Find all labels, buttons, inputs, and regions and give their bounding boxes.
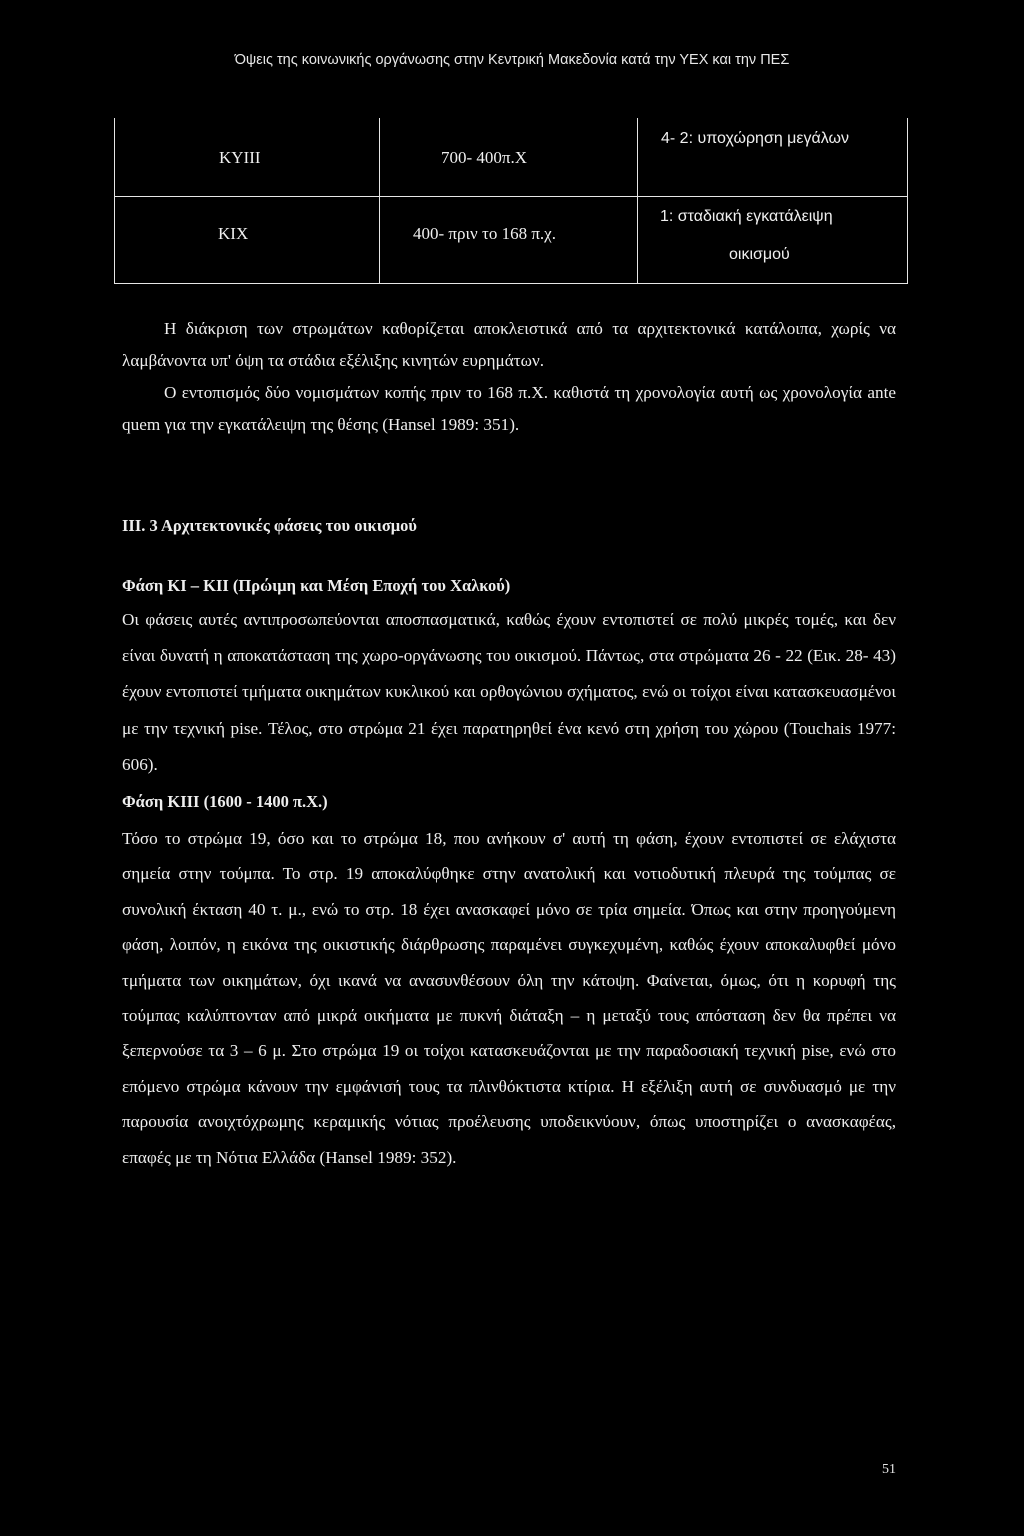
subsection-heading: Φάση ΚΙ – ΚΙΙ (Πρώιμη και Μέση Εποχή του Χαλκού) [122,576,511,595]
section-heading: ΙΙΙ. 3 Αρχιτεκτονικές φάσεις του οικισμού [122,516,417,535]
table-row-divider [115,196,907,197]
table-cell-description: 4- 2: υποχώρηση μεγάλων [661,130,850,147]
paragraph: Οι φάσεις αυτές αντιπροσωπεύονται αποσπασματικά, καθώς έχουν εντοπιστεί σε πολύ μικρές τομές, και δεν είναι δυνατή η αποκατάσταση της χωρο-οργάνωσης του οικισμού. Πάντως, στα στρώματα 26 - 22 (Εικ. 28- 43) έχουν εντοπιστεί τμήματα οικημάτων κυκλικού και ορθογώνιου σχήματος, ενώ οι τοίχοι είναι κατασκευασμένοι με την τεχνική pise. Τέλος, στο στρώμα 21 έχει παρατηρηθεί ένα κενό στη χρήση του χώρου (Touchais 1977: 606). [122,610,896,774]
table-cell-phase: ΚΙΧ [218,224,249,243]
paragraph: Ο εντοπισμός δύο νομισμάτων κοπής πριν το 168 π.Χ. καθιστά τη χρονολογία αυτή ως χρονολογία ante quem για την εγκατάλειψη της θέσης (Hansel 1989: 351). [122,383,896,434]
table-column-divider [379,118,380,283]
subsection-heading: Φάση ΚΙΙΙ (1600 - 1400 π.Χ.) [122,792,328,812]
phase-text [122,570,896,1175]
table-cell-description: οικισμού [729,246,790,263]
table-column-divider [637,118,638,283]
table-cell-phase: ΚΥΙΙΙ [219,148,261,167]
section-text [122,510,896,542]
table-cell-dating: 700- 400π.Χ [441,148,528,167]
page-number: 51 [882,1462,896,1477]
phase-table [114,118,908,284]
paragraph: Τόσο το στρώμα 19, όσο και το στρώμα 18, που ανήκουν σ' αυτή τη φάση, έχουν εντοπιστεί σε ελάχιστα σημεία στην τούμπα. Το στρ. 19 αποκαλύφθηκε στην ανατολική και νοτιοδυτική πλευρά της τούμπας σε συνολική έκταση 40 τ. μ., ενώ το στρ. 18 έχει ανασκαφεί μόνο σε τρία σημεία. Όπως και στην προηγούμενη φάση, λοιπόν, η εικόνα της οικιστικής διάρθρωσης παραμένει συγκεχυμένη, καθώς έχουν αποκαλυφθεί μόνο τμήματα των οικημάτων, όχι ικανά να ανασυνθέσουν όλη την κάτοψη. Φαίνεται, όμως, ότι η κορυφή της τούμπας καλύπτονταν από μικρά οικήματα με πυκνή διάταξη – η μεταξύ τους απόσταση δεν θα πρέπει να ξεπερνούσε τα 3 – 6 μ. Στο στρώμα 19 οι τοίχοι κατασκευάζονται με την παραδοσιακή τεχνική pise, ενώ στο επόμενο στρώμα κάνουν την εμφάνισή τους τα πλινθόκτιστα κτίρια. Η εξέλιξη αυτή σε συνδυασμό με την παρουσία ανοιχτόχρωμης κεραμικής νότιας προέλευσης υποδεικνύουν, όπως υποστηρίζει ο ανασκαφέας, επαφές με τη Νότια Ελλάδα (Hansel 1989: 352). [122,829,896,1167]
table-cell-dating: 400- πριν το 168 π.χ. [413,224,556,243]
table-cell-description: 1: σταδιακή εγκατάλειψη [660,208,833,225]
paragraph: Η διάκριση των στρωμάτων καθορίζεται αποκλειστικά από τα αρχιτεκτονικά κατάλοιπα, χωρίς να λαμβάνοντα υπ' όψη τα στάδια εξέλιξης κινητών ευρημάτων. [122,319,896,370]
main-text [122,313,896,441]
running-header: Όψεις της κοινωνικής οργάνωσης στην Κεντρική Μακεδονία κατά την ΥΕΧ και την ΠΕΣ [234,52,790,68]
